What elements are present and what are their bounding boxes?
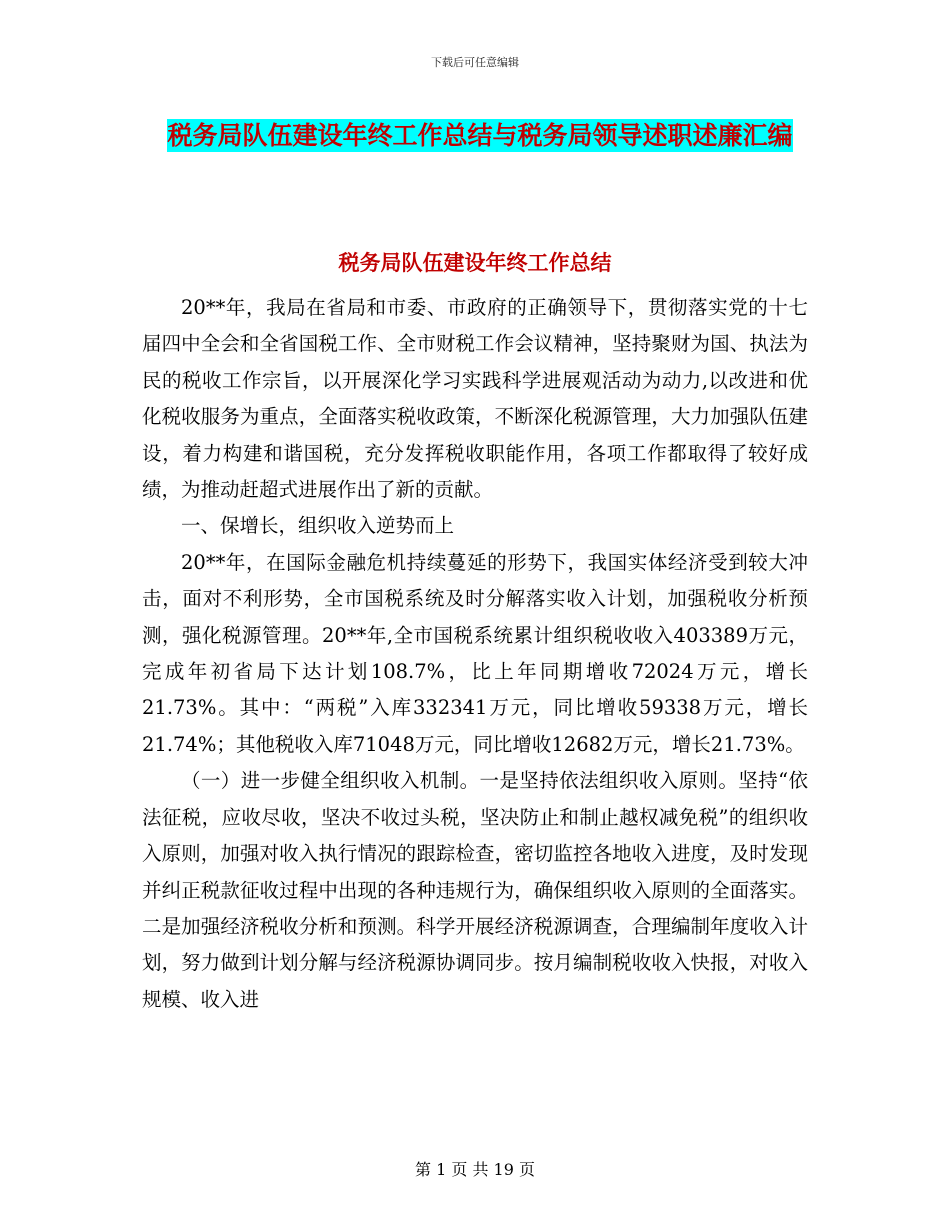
document-title-text: 税务局队伍建设年终工作总结与税务局领导述职述廉汇编 [167,121,793,150]
paragraph-intro: 20**年，我局在省局和市委、市政府的正确领导下，贯彻落实党的十七届四中全会和全省国税工作、全市财税工作会议精神，坚持聚财为国、执法为民的税收工作宗旨，以开展深化学习实践科学进展观活动为动力,以改进和优化税收服务为重点，全面落实税收政策，不断深化税源管理，大力加强队伍建设，着力构建和谐国税，充分发挥税收职能作用，各项工作都取得了较好成绩，为推动赶超式进展作出了新的贡献。 [142,296,808,502]
section-title: 税务局队伍建设年终工作总结 [338,251,612,275]
paragraph-mechanism: （一）进一步健全组织收入机制。一是坚持依法组织收入原则。坚持“依法征税，应收尽收，坚决不收过头税，坚决防止和制止越权减免税”的组织收入原则，加强对收入执行情况的跟踪检查，密切监控各地收入进度，及时发现并纠正税款征收过程中出现的各种违规行为，确保组织收入原则的全面落实。二是加强经济税收分析和预测。科学开展经济税源调查，合理编制年度收入计划，努力做到计划分解与经济税源协调同步。按月编制税收收入快报，对收入规模、收入进 [142,769,808,1011]
page-number-footer: 第 1 页 共 19 页 [415,1160,535,1179]
document-body [142,290,808,1018]
header-note: 下载后可任意编辑 [431,56,519,69]
document-title [140,112,820,159]
paragraph-heading-1: 一、保增长，组织收入逆势而上 [181,514,455,538]
paragraph-revenue: 20**年，在国际金融危机持续蔓延的形势下，我国实体经济受到较大冲击，面对不利形势，全市国税系统及时分解落实收入计划，加强税收分析预测，强化税源管理。20**年,全市国税系统累计组织税收收入403389万元，完成年初省局下达计划108.7%，比上年同期增收72024万元，增长21.73%。其中：“两税”入库332341万元，同比增收59338万元，增长21.74%；其他税收入库71048万元，同比增收12682万元，增长21.73%。 [142,550,808,756]
